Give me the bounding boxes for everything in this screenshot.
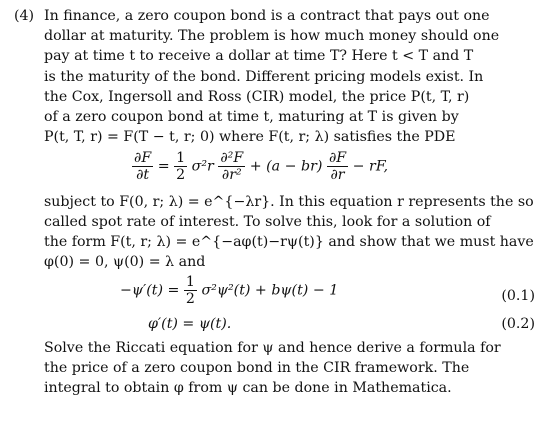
pde-first-derivative: $\frac{\partial F}{\partial r}$ [328, 150, 347, 183]
text-line-8: subject to F(0, r; λ) = e^{−λr}. In this equation r represents the so [44, 194, 534, 210]
problem-number: (4) [14, 8, 35, 24]
text-line-10: the form F(t, r; λ) = e^{−aφ(t)−rψ(t)} and show that we must have [44, 234, 534, 250]
equation-number-2: (0.2) [501, 316, 535, 332]
text-line-6: of a zero coupon bond at time t, maturing at T is given by [44, 109, 459, 125]
text-line-11: φ(0) = 0, ψ(0) = λ and [44, 254, 206, 270]
riccati-equation [120, 274, 338, 307]
equation-number-1: (0.1) [501, 288, 535, 304]
text-line-13: the price of a zero coupon bond in the CIR framework. The [44, 360, 470, 376]
text-line-2: dollar at maturity. The problem is how much money should one [44, 28, 500, 44]
pde-half: $\frac{1}{2}$ [176, 150, 186, 183]
text-line-4: is the maturity of the bond. Different pricing models exist. In [44, 69, 484, 85]
riccati-rhs: σ²ψ²(t) + bψ(t) − 1 [201, 282, 339, 299]
pde-tail: − rF, [352, 158, 388, 175]
text-line-9: called spot rate of interest. To solve this, look for a solution of [44, 214, 491, 230]
text-line-5: the Cox, Ingersoll and Ross (CIR) model, the price P(t, T, r) [44, 89, 470, 105]
pde-equation: $\frac{\partial F}{\partial t}$ = $\frac{1}{2}$ σ²r $\frac{\text{∂²F}}{\text{∂r²}}$ + (a − br) $\frac{\partial F}{\partial r}$ − rF, [134, 150, 388, 183]
riccati-lhs: −ψ′(t) = [120, 282, 180, 299]
text-line-7: P(t, T, r) = F(T − t, r; 0) where F(t, r; λ) satisfies the PDE [44, 129, 456, 145]
text-line-1: In finance, a zero coupon bond is a contract that pays out one [44, 8, 490, 24]
phi-equation: φ′(t) = ψ(t). [148, 316, 232, 332]
pde-second-derivative: $\frac{\text{∂²F}}{\text{∂r²}}$ [220, 150, 244, 183]
text-line-14: integral to obtain φ from ψ can be done in Mathematica. [44, 380, 452, 396]
riccati-half: $\frac{1}{2}$ [185, 274, 195, 307]
text-line-12: Solve the Riccati equation for ψ and hence derive a formula for [44, 340, 501, 356]
text-line-3: pay at time t to receive a dollar at time T? Here t < T and T [44, 48, 474, 64]
pde-dF-dt: $\frac{\partial F}{\partial t}$ [134, 150, 152, 183]
pde-drift-term: + (a − br) [249, 158, 323, 175]
pde-sigma-r: σ²r [191, 158, 214, 175]
